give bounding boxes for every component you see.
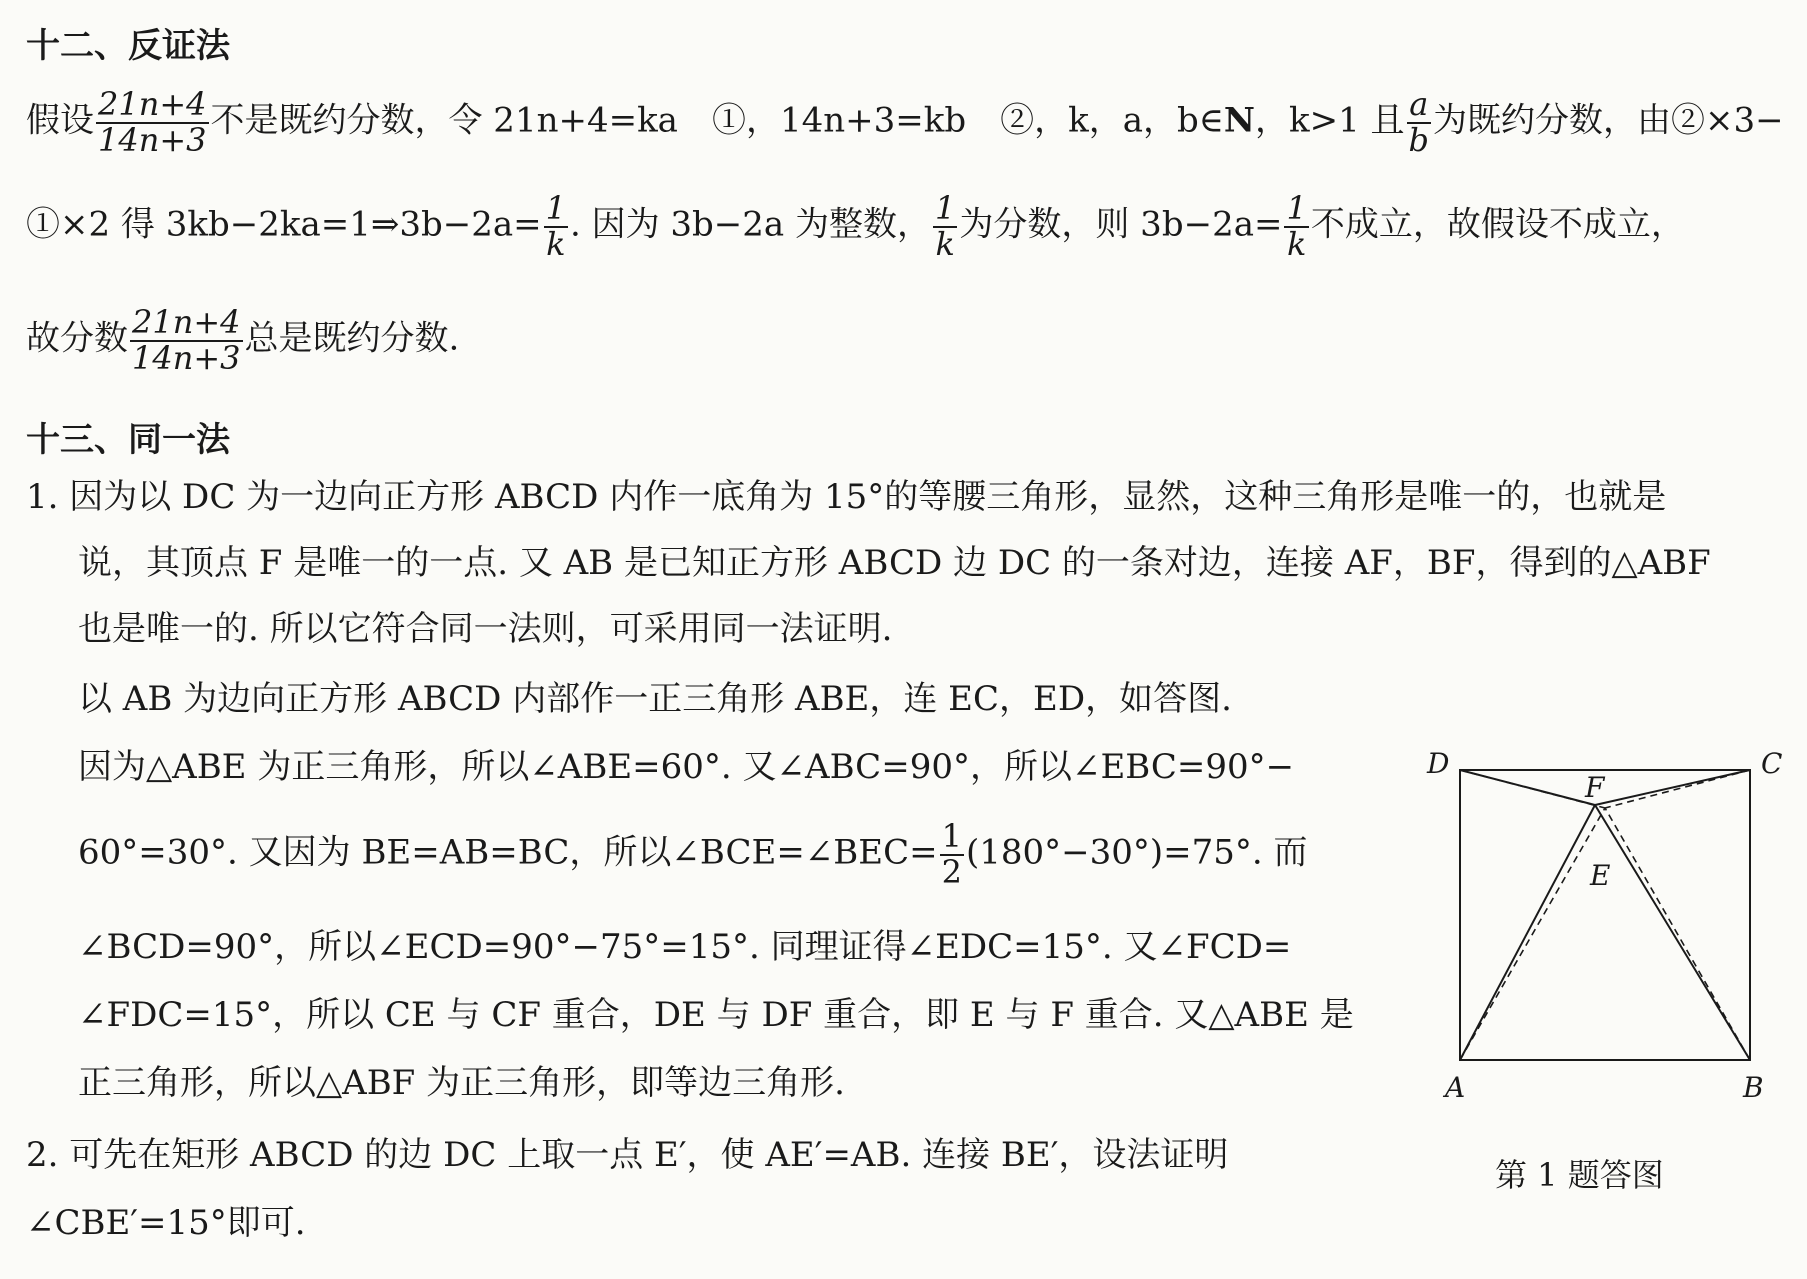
s13-p1-line-2: 说，其顶点 F 是唯一的一点. 又 AB 是已知正方形 ABCD 边 DC 的一条对边，连接 AF，BF，得到的△ABF <box>78 543 1711 583</box>
line-ae-dashed <box>1460 808 1605 1060</box>
fraction-half <box>940 817 964 891</box>
line-be-dashed <box>1605 808 1750 1060</box>
fraction-num: a <box>1407 88 1431 124</box>
fraction-den: 2 <box>941 852 962 891</box>
s12-line2-d: 不成立，故假设不成立， <box>1310 204 1685 245</box>
fraction-num: 1 <box>545 189 566 227</box>
figure-caption: 第 1 题答图 <box>1495 1156 1664 1194</box>
fraction-1k-a <box>544 189 568 263</box>
section-13-title: 十三、同一法 <box>26 420 230 460</box>
section-12-title: 十二、反证法 <box>26 26 230 66</box>
fraction-num: 1 <box>941 817 962 855</box>
line-af <box>1460 805 1595 1060</box>
label-c: C <box>1761 747 1783 780</box>
fraction-den: 14n+3 <box>132 338 241 377</box>
s12-line3-b: 总是既约分数. <box>244 318 460 359</box>
s13-p2: 以 AB 为边向正方形 ABCD 内部作一正三角形 ABE，连 EC，ED，如答图. <box>78 679 1232 719</box>
label-f: F <box>1585 771 1605 804</box>
s13-p1-line-3: 也是唯一的. 所以它符合同一法则，可采用同一法证明. <box>78 609 893 649</box>
s12-line2-b: . 因为 3b−2a 为整数， <box>569 204 932 245</box>
fraction-ab <box>1407 85 1431 159</box>
s13-p3-line-2 <box>78 817 1308 891</box>
fraction-1k-b <box>933 189 957 263</box>
line-df <box>1460 770 1595 805</box>
set-N: N <box>1223 100 1255 141</box>
s13-p4-line-2: ∠CBE′=15°即可. <box>26 1203 306 1243</box>
s12-line2-c: 为分数，则 3b−2a= <box>959 204 1283 245</box>
fraction-den: k <box>1286 224 1307 263</box>
fraction-1k-c <box>1284 189 1308 263</box>
s13-p3-line-3: ∠BCD=90°，所以∠ECD=90°−75°=15°. 同理证得∠EDC=15°. 又∠FCD= <box>78 927 1292 967</box>
fraction-num: 1 <box>935 189 956 227</box>
s12-line1-b: 不是既约分数，令 21n+4=ka ①，14n+3=kb ②，k，a，b∈ <box>210 100 1224 141</box>
fraction-num: 1 <box>1286 189 1307 227</box>
label-b: B <box>1743 1071 1764 1104</box>
fraction-den: k <box>546 224 566 263</box>
fraction-den: 14n+3 <box>98 120 207 159</box>
label-a: A <box>1445 1071 1466 1104</box>
line-bf <box>1595 805 1750 1060</box>
label-e: E <box>1590 859 1611 892</box>
s12-line1-d: 为既约分数，由②×3− <box>1433 100 1784 141</box>
fraction-21n4 <box>96 85 209 159</box>
label-d: D <box>1427 747 1450 780</box>
s12-line3-a: 故分数 <box>26 318 128 359</box>
fraction-num: 21n+4 <box>132 303 241 341</box>
s13-p3-l2a: 60°=30°. 又因为 BE=AB=BC，所以∠BCE=∠BEC= <box>78 832 938 873</box>
s12-line-1 <box>26 85 1784 159</box>
fraction-den: b <box>1408 120 1429 159</box>
s13-p4-line-1: 2. 可先在矩形 ABCD 的边 DC 上取一点 E′，使 AE′=AB. 连接 BE′，设法证明 <box>26 1135 1229 1175</box>
s13-p3-l2b: (180°−30°)=75°. 而 <box>965 832 1308 873</box>
s12-line-3 <box>26 303 460 377</box>
square-figure <box>1425 745 1785 1105</box>
fraction-num: 21n+4 <box>98 85 207 123</box>
s13-p3-line-1: 因为△ABE 为正三角形，所以∠ABE=60°. 又∠ABC=90°，所以∠EBC=90°− <box>78 747 1295 787</box>
line-cf <box>1595 770 1750 805</box>
square-abcd <box>1460 770 1750 1060</box>
s13-p3-line-5: 正三角形，所以△ABF 为正三角形，即等边三角形. <box>78 1063 845 1103</box>
fraction-den: k <box>935 224 955 263</box>
s13-p3-line-4: ∠FDC=15°，所以 CE 与 CF 重合，DE 与 DF 重合，即 E 与 F 重合. 又△ABE 是 <box>78 995 1354 1035</box>
s12-line-2 <box>26 189 1685 263</box>
s12-line1-c: ，k>1 且 <box>1254 100 1405 141</box>
fraction-21n4-b <box>130 303 243 377</box>
s12-line2-a: ①×2 得 3kb−2ka=1⇒3b−2a= <box>26 204 542 245</box>
s12-line1-a: 假设 <box>26 100 94 141</box>
s13-p1-line-1: 1. 因为以 DC 为一边向正方形 ABCD 内作一底角为 15°的等腰三角形，显然，这种三角形是唯一的，也就是 <box>26 477 1667 517</box>
